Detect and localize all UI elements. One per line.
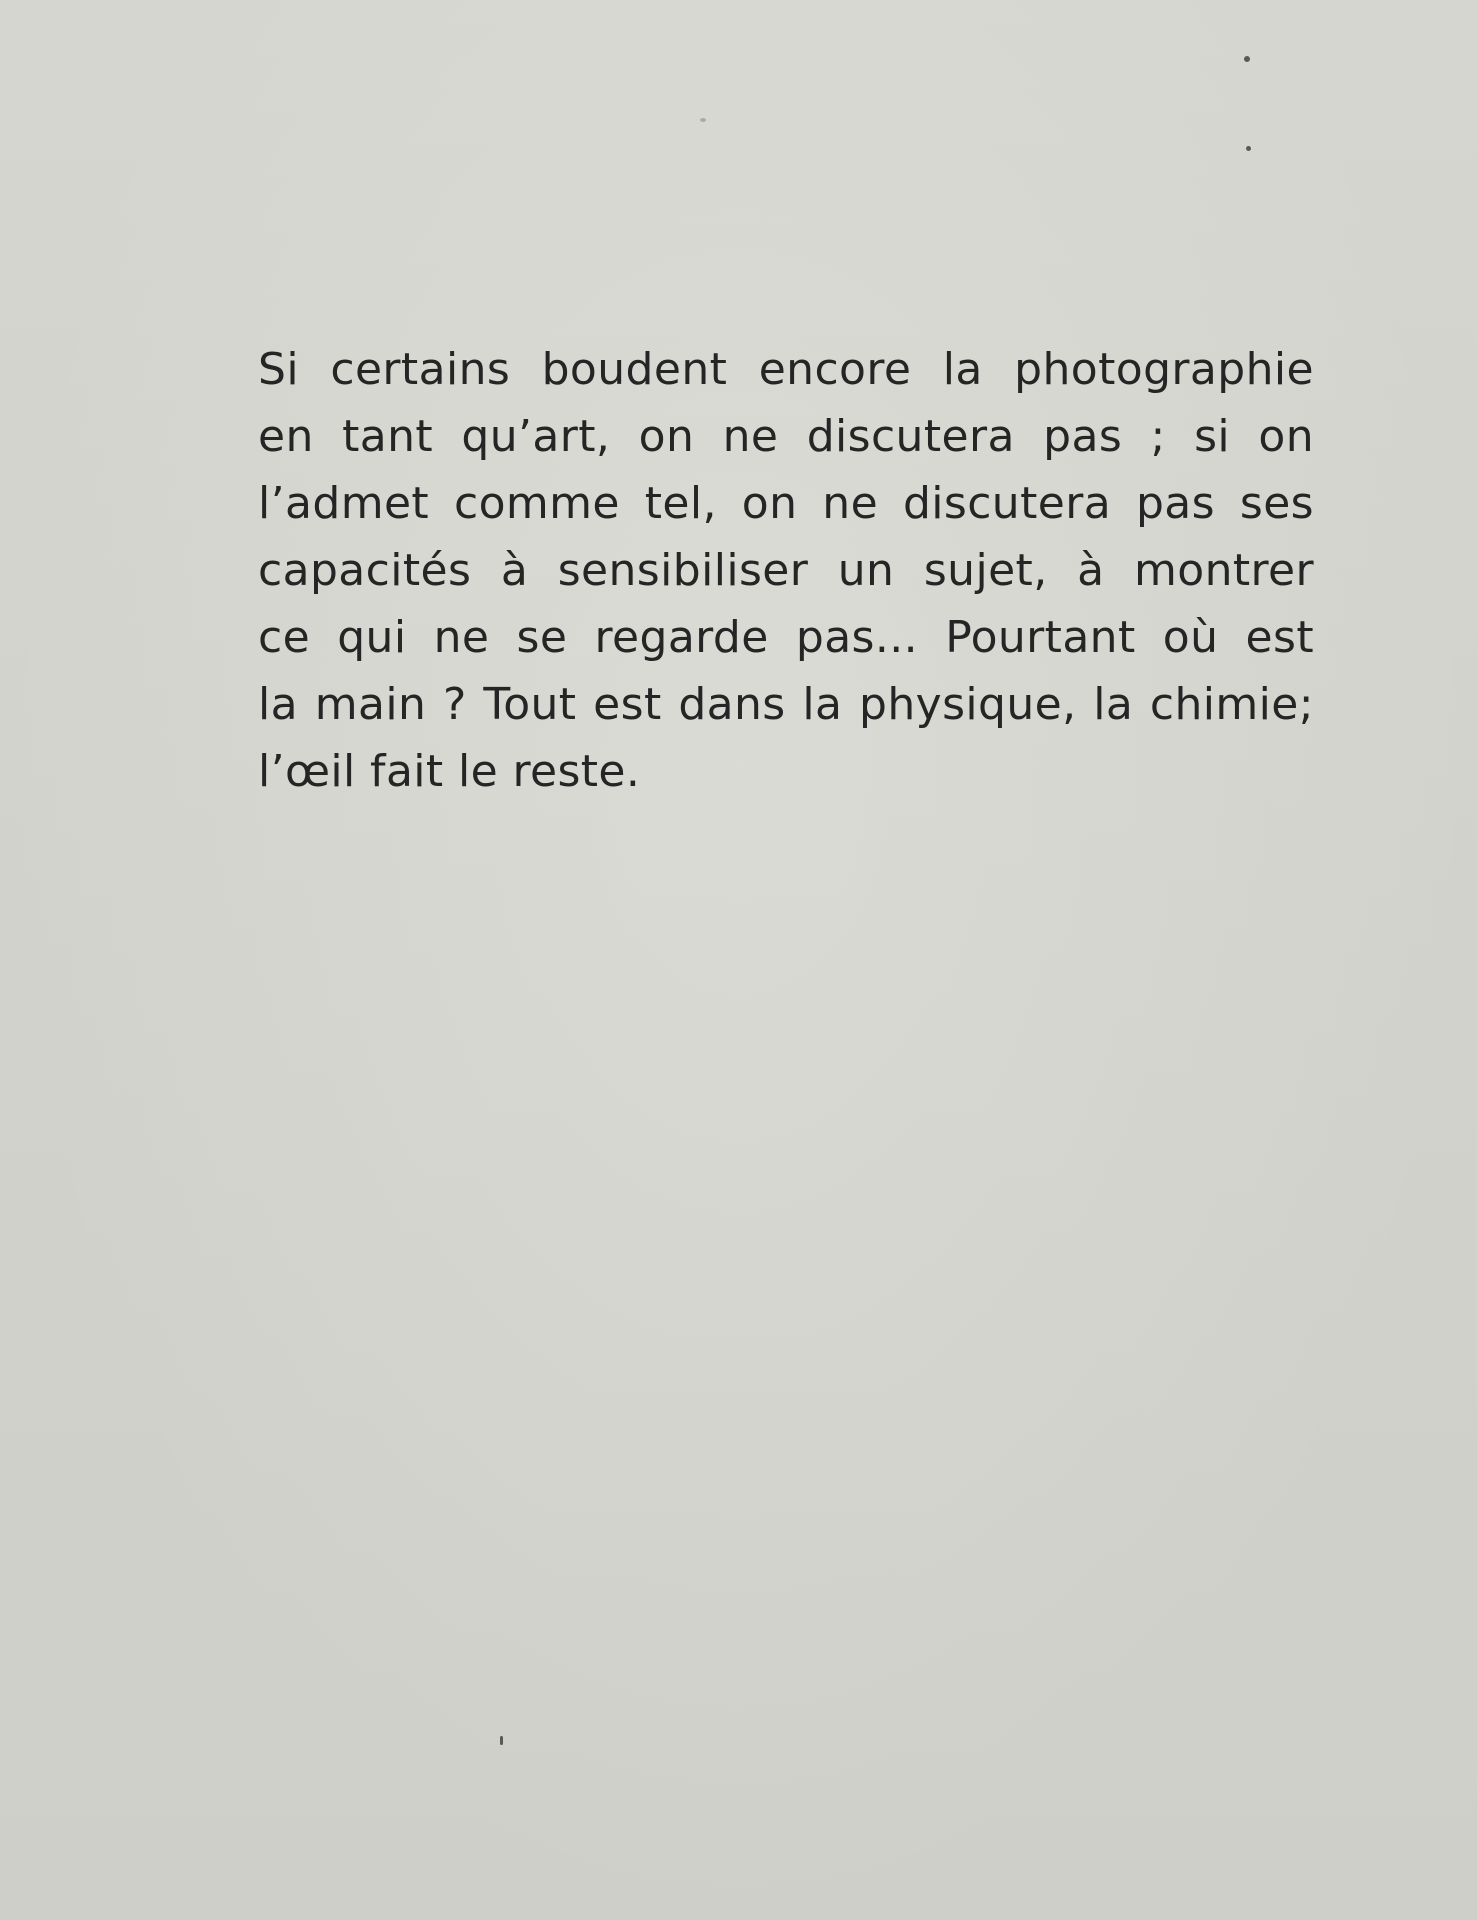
paragraph-line-5: ce qui ne se regarde pas... Pourtant où est (258, 612, 1314, 663)
body-paragraph (258, 336, 1314, 805)
paragraph-line-6: la main ? Tout est dans la physique, la chimie; (258, 679, 1314, 730)
paragraph-line-7: l’œil fait le reste. (258, 746, 641, 797)
paper-speck (1246, 146, 1251, 151)
paragraph-line-2: en tant qu’art, on ne discutera pas ; si on (258, 411, 1314, 462)
paragraph-line-4: capacités à sensibiliser un sujet, à montrer (258, 545, 1314, 596)
paragraph-line-1: Si certains boudent encore la photographie (258, 344, 1314, 395)
paper-speck (1244, 56, 1250, 62)
paper-speck (700, 118, 706, 122)
paragraph-line-3: l’admet comme tel, on ne discutera pas ses (258, 478, 1314, 529)
paper-speck (500, 1736, 503, 1745)
